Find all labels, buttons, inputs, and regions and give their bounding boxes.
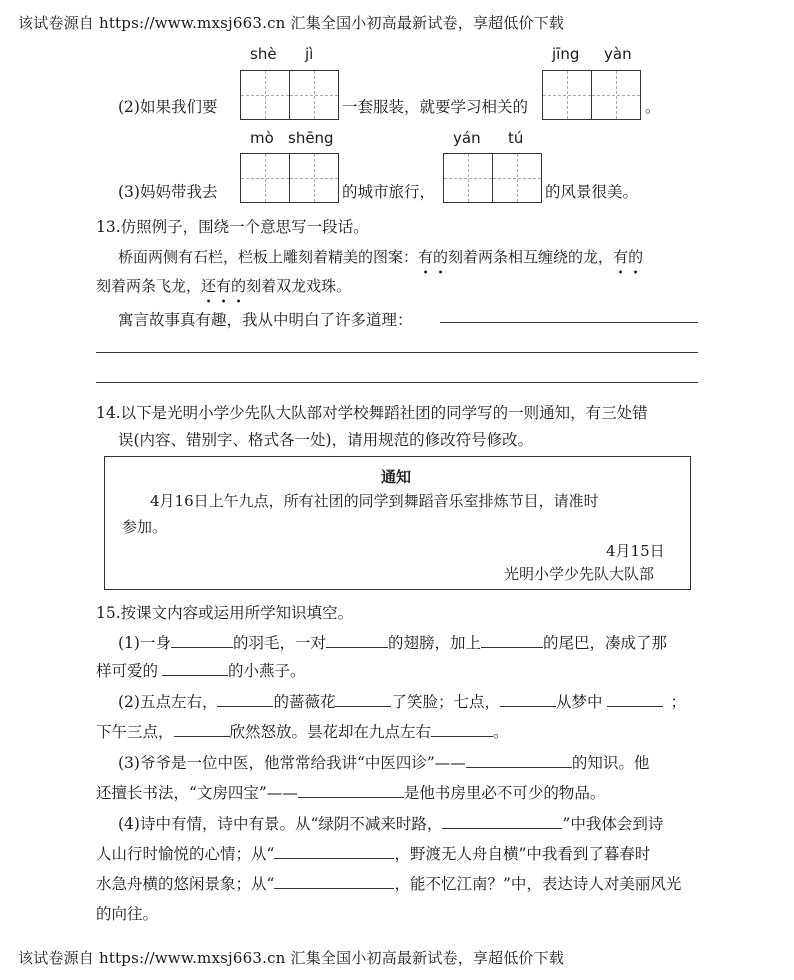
q12-3-label: (3)妈妈带我去 bbox=[118, 183, 218, 201]
char-boxes-mosheng[interactable] bbox=[240, 153, 339, 203]
example-text: 刻着两条飞龙， bbox=[96, 277, 202, 295]
fill-blank[interactable] bbox=[217, 691, 273, 708]
notice-date: 4月15日 bbox=[606, 542, 665, 560]
text: 人山行时愉悦的心情；从“ bbox=[96, 845, 275, 863]
fill-blank[interactable] bbox=[442, 813, 562, 830]
emph-char: 还 bbox=[201, 277, 217, 295]
text: (2)五点左右， bbox=[118, 693, 218, 711]
q12-2-mid: 一套服装，就要学习相关的 bbox=[342, 98, 529, 116]
answer-line[interactable] bbox=[96, 382, 698, 383]
q13-example-line2 bbox=[96, 275, 351, 296]
text: 的翅膀，加上 bbox=[387, 634, 481, 652]
pinyin-sheng: shēng bbox=[288, 129, 334, 147]
fill-blank[interactable] bbox=[481, 632, 543, 649]
char-box[interactable] bbox=[492, 154, 541, 202]
notice-signature: 光明小学少先队大队部 bbox=[504, 565, 655, 583]
footer-banner: 该试卷源自 https://www.mxsj663.cn 汇集全国小初高最新试卷，享超低价下载 bbox=[18, 949, 565, 967]
q15-4-line1 bbox=[118, 812, 663, 834]
text: 还擅长书法，“文房四宝”—— bbox=[96, 784, 298, 802]
char-box[interactable] bbox=[241, 71, 289, 119]
q12-2-label: (2)如果我们要 bbox=[118, 98, 218, 116]
text: 下午三点， bbox=[96, 723, 174, 741]
answer-line[interactable] bbox=[96, 352, 698, 353]
fill-blank[interactable] bbox=[466, 752, 572, 769]
q15-3-line1 bbox=[118, 751, 649, 773]
text: 的知识。他 bbox=[571, 754, 650, 772]
example-text: 刻着两条相互缠绕的龙， bbox=[448, 248, 614, 266]
emph-char: 有 bbox=[216, 277, 232, 295]
char-box[interactable] bbox=[289, 154, 338, 202]
text: ，能不忆江南？”中，表达诗人对美丽风光 bbox=[394, 875, 682, 893]
fill-blank[interactable] bbox=[431, 721, 493, 738]
text: 是他书房里必不可少的物品。 bbox=[403, 784, 606, 802]
header-banner: 该试卷源自 https://www.mxsj663.cn 汇集全国小初高最新试卷，享超低价下载 bbox=[18, 14, 565, 32]
notice-heading: 通知 bbox=[381, 468, 412, 486]
q13-prompt: 寓言故事真有趣，我从中明白了许多道理： bbox=[118, 311, 413, 329]
text: (1)一身 bbox=[118, 634, 171, 652]
text: 的小燕子。 bbox=[228, 662, 306, 680]
answer-line[interactable] bbox=[440, 322, 698, 323]
char-box[interactable] bbox=[444, 154, 492, 202]
char-box[interactable] bbox=[241, 154, 289, 202]
notice-body-line2: 参加。 bbox=[122, 518, 168, 536]
q15-3-line2 bbox=[96, 781, 605, 803]
text: 从梦中 bbox=[556, 693, 603, 711]
q15-4-line4: 的向往。 bbox=[96, 905, 159, 923]
text: 。 bbox=[493, 723, 509, 741]
emph-char: 的 bbox=[231, 277, 247, 295]
char-box[interactable] bbox=[543, 71, 591, 119]
text: ，野渡无人舟自横”中我看到了暮春时 bbox=[394, 845, 651, 863]
q12-3-mid: 的城市旅行， bbox=[342, 183, 436, 201]
char-box[interactable] bbox=[289, 71, 338, 119]
emph-char: 有 bbox=[613, 248, 629, 266]
text: 样可爱的 bbox=[96, 662, 159, 680]
text: 的羽毛，一对 bbox=[232, 634, 326, 652]
char-boxes-jingyan[interactable] bbox=[542, 70, 641, 120]
fill-blank[interactable] bbox=[274, 873, 394, 890]
emph-char: 有 bbox=[418, 248, 434, 266]
text: 了笑脸；七点， bbox=[391, 693, 500, 711]
fill-blank[interactable] bbox=[500, 691, 556, 708]
q15-1-line2 bbox=[96, 659, 306, 681]
text: (4)诗中有情，诗中有景。从“绿阴不减来时路， bbox=[118, 815, 443, 833]
fill-blank[interactable] bbox=[298, 782, 404, 799]
fill-blank[interactable] bbox=[171, 632, 233, 649]
pinyin-yan2: yán bbox=[453, 129, 481, 147]
q13-example-line1 bbox=[118, 246, 643, 267]
q14-title-line2: 误(内容、错别字、格式各一处)，请用规范的修改符号修改。 bbox=[118, 431, 534, 449]
pinyin-ji: jì bbox=[305, 45, 314, 63]
char-box[interactable] bbox=[591, 71, 640, 119]
pinyin-jing: jīng bbox=[552, 45, 580, 63]
pinyin-yan: yàn bbox=[604, 45, 632, 63]
q15-4-line3 bbox=[96, 872, 681, 894]
q13-title: 13.仿照例子，围绕一个意思写一段话。 bbox=[96, 218, 369, 236]
fill-blank[interactable] bbox=[607, 691, 663, 708]
text: 欣然怒放。昙花却在九点左右 bbox=[229, 723, 432, 741]
fill-blank[interactable] bbox=[335, 691, 391, 708]
q15-2-line2 bbox=[96, 720, 509, 742]
q12-2-end: 。 bbox=[645, 98, 661, 116]
emph-char: 的 bbox=[433, 248, 449, 266]
text: 的尾巴，凑成了那 bbox=[543, 634, 668, 652]
fill-blank[interactable] bbox=[326, 632, 388, 649]
text: 的蔷薇花 bbox=[273, 693, 336, 711]
example-text: 刻着双龙戏珠。 bbox=[246, 277, 352, 295]
text: 水急舟横的悠闲景象；从“ bbox=[96, 875, 275, 893]
fill-blank[interactable] bbox=[274, 843, 394, 860]
example-text: 桥面两侧有石栏，栏板上雕刻着精美的图案： bbox=[118, 248, 419, 266]
text: (3)爷爷是一位中医，他常常给我讲“中医四诊”—— bbox=[118, 754, 466, 772]
q15-title: 15.按课文内容或运用所学知识填空。 bbox=[96, 604, 354, 622]
notice-body-line1: 4月16日上午九点，所有社团的同学到舞蹈音乐室排炼节目，请准时 bbox=[150, 492, 599, 510]
fill-blank[interactable] bbox=[162, 660, 228, 677]
text: ”中我体会到诗 bbox=[562, 815, 664, 833]
q12-3-end: 的风景很美。 bbox=[545, 183, 639, 201]
q15-1-line1 bbox=[118, 631, 667, 653]
emph-char: 的 bbox=[628, 248, 644, 266]
fill-blank[interactable] bbox=[174, 721, 230, 738]
q15-2-line1 bbox=[118, 690, 686, 712]
char-boxes-sheji[interactable] bbox=[240, 70, 339, 120]
text: ； bbox=[670, 693, 687, 711]
pinyin-she: shè bbox=[250, 45, 277, 63]
pinyin-tu: tú bbox=[508, 129, 524, 147]
q14-title-line1: 14.以下是光明小学少先队大队部对学校舞蹈社团的同学写的一则通知，有三处错 bbox=[96, 404, 648, 422]
char-boxes-yantu[interactable] bbox=[443, 153, 542, 203]
pinyin-mo: mò bbox=[250, 129, 274, 147]
q15-4-line2 bbox=[96, 842, 650, 864]
